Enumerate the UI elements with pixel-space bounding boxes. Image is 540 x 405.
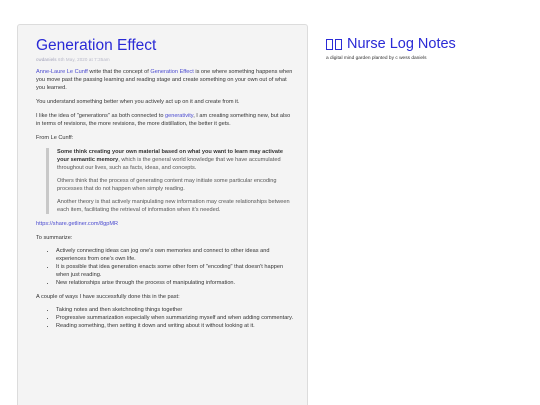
site-tagline: a digital mind garden planted by c wess daniels — [326, 56, 427, 61]
paragraph-text: write that the concept of — [87, 69, 151, 75]
post-date: 6th May, 2020 at 7:35am — [58, 57, 110, 62]
ways-list — [36, 306, 295, 330]
list-item: • New relationships arise through the process of manipulating information. — [56, 279, 295, 287]
site-sidebar — [326, 36, 456, 61]
paragraph-generations — [36, 112, 295, 128]
paragraph-source: From Le Cunff: — [36, 135, 74, 141]
list-item: • Progressive summarization especially when summarizing myself and when adding commentary. — [56, 314, 295, 322]
list-item: • Reading something, then setting it down and writing about it without looking at it. — [56, 322, 295, 330]
post-meta — [36, 57, 295, 62]
share-paragraph — [36, 220, 295, 228]
quote-bold: Some think creating your own material based on what you want to learn may activate your semantic memory — [57, 149, 283, 163]
quote-paragraph: Another theory is that actively manipulating new information may create relationships between each item, facilitating the retrieval of information when it's needed. — [57, 199, 290, 213]
blockquote — [46, 148, 295, 214]
list-item: • Actively connecting ideas can jog one's own memories and connect to other ideas and experiences from one's own life. — [56, 247, 295, 263]
author-link[interactable]: Anne-Laure Le Cunff — [36, 69, 88, 75]
site-title-text: Nurse Log Notes — [347, 36, 456, 52]
missing-glyph-icon — [326, 39, 342, 50]
post-card — [17, 24, 308, 405]
paragraph-text: is one where something happens when you move past the passing learning and reading stage and create something on your own out of what you learned. — [36, 69, 293, 91]
concept-link[interactable]: Generation Effect — [150, 69, 194, 75]
share-link[interactable]: https://share.getliner.com/8gpMR — [36, 221, 119, 227]
post-author[interactable]: cwdaniels — [36, 57, 57, 62]
post-title[interactable]: Generation Effect — [36, 37, 157, 54]
summary-intro: To summarize: — [36, 235, 73, 241]
quote-paragraph — [57, 148, 295, 172]
site-title[interactable] — [326, 36, 456, 52]
paragraph-intro — [36, 68, 295, 92]
paragraph-understand: You understand something better when you actively act up on it and create from it. — [36, 99, 240, 105]
summary-list — [36, 247, 295, 287]
paragraph-text: , I am creating something new, but also in terms of revisions, the more revisions, the more distillation, the better it gets. — [36, 113, 291, 127]
quote-paragraph: Others think that the process of generating content may initiate some particular encoding processes that do not happen when simply reading. — [57, 178, 277, 192]
list-item: • It is possible that idea generation enacts some other form of "encoding" that doesn't happen when just reading. — [56, 263, 295, 279]
generativity-link[interactable]: generativity — [164, 113, 194, 119]
quote-text: , which is the general world knowledge that we have accumulated throughout our lives, such as facts, ideas, and concepts. — [57, 157, 281, 171]
ways-intro: A couple of ways I have successfully done this in the past: — [36, 294, 180, 300]
list-item: • Taking notes and then sketchnoting things together — [56, 306, 295, 314]
paragraph-text: I like the idea of "generations" as both connected to — [36, 113, 165, 119]
